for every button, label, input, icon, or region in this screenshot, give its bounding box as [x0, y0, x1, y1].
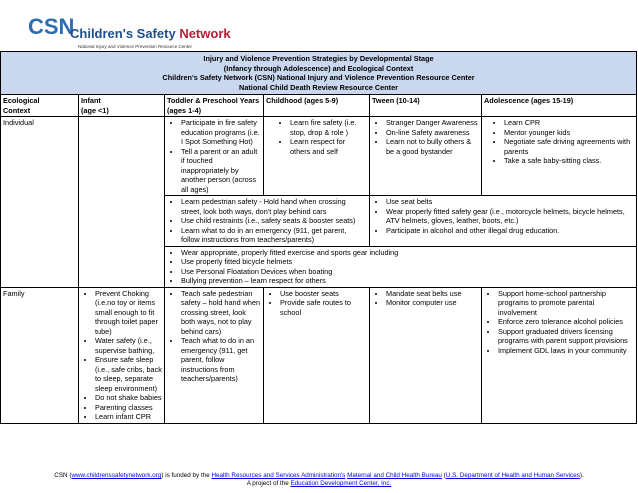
- csn-mark-text: CSN: [28, 14, 75, 39]
- individual-span-tween-adolescence: [370, 196, 637, 247]
- list-item: • Do not shake babies: [95, 393, 162, 403]
- csn-logo: [28, 6, 288, 52]
- individual-span-toddler-childhood: [165, 196, 370, 247]
- list-item: • Teach what to do in an emergency (911, get parent, follow instructions from teachers/parents): [181, 336, 261, 384]
- list-item: • Use child restraints (i.e., safety seats & booster seats): [181, 216, 367, 226]
- list-item: • Mandate seat belts use: [386, 289, 479, 299]
- list-item: • Provide safe routes to school: [280, 298, 367, 317]
- list-item: • Bullying prevention – learn respect for others: [181, 276, 634, 286]
- list-item: • Monitor computer use: [386, 298, 479, 308]
- logo-subtitle: National Injury and Violence Prevention Resource Center: [78, 44, 192, 49]
- col-infant: Infant (age <1): [79, 95, 165, 117]
- list-item: • Ensure safe sleep (i.e., safe cribs, back to sleep, separate sleep environment): [95, 355, 162, 393]
- list-item: • Learn what to do in an emergency (911, get parent, follow instructions from teachers/parents): [181, 226, 367, 245]
- footer-line-2: A project of the Education Development Center, Inc.: [246, 480, 392, 487]
- list-item: • Learn fire safety (i.e. stop, drop & role ): [290, 118, 367, 137]
- col-adolescence: Adolescence (ages 15-19): [482, 95, 637, 117]
- col-toddler: Toddler & Preschool Years (ages 1-4): [165, 95, 264, 117]
- hhs-link[interactable]: U.S. Department of Health and Human Services: [445, 472, 580, 479]
- list-item: • Learn respect for others and self: [290, 137, 367, 156]
- family-adolescence-cell: [482, 287, 637, 423]
- table-row: [1, 287, 637, 423]
- individual-span-all: [165, 246, 637, 287]
- list-item: • Take a safe baby-sitting class.: [504, 156, 634, 166]
- list-item: • Implement GDL laws in your community: [498, 346, 634, 356]
- list-item: • Learn infant CPR: [95, 412, 162, 422]
- strategies-table: [0, 51, 637, 424]
- list-item: • Learn not to bully others & be a good bystander: [386, 137, 479, 156]
- list-item: • Wear appropriate, properly fitted exercise and sports gear including: [181, 248, 634, 258]
- list-item: • Use properly fitted bicycle helmets: [181, 257, 634, 267]
- list-item: • Use seat belts: [386, 197, 634, 207]
- title-line-2: (Infancy through Adolescence) and Ecological Context: [223, 63, 414, 73]
- col-ecological: Ecological Context: [1, 95, 79, 117]
- hrsa-link[interactable]: Health Resources and Services Administration's: [211, 472, 346, 479]
- list-item: • Teach safe pedestrian safety – hold hand when crossing street, look both ways, not to play behind cars): [181, 289, 261, 337]
- list-item: • Support graduated drivers licensing programs with parent support provisions: [498, 327, 634, 346]
- individual-adolescence-cell: [482, 117, 637, 196]
- logo-title-part1: Children's Safety: [70, 26, 176, 41]
- list-item: • Wear properly fitted safety gear (i.e., motorcycle helmets, bicycle helmets, ATV helmets, gloves, leather, boots, etc.): [386, 207, 634, 226]
- table-row: [1, 117, 637, 196]
- individual-infant-cell: [79, 117, 165, 288]
- logo-title-part2: Network: [179, 26, 231, 41]
- logo-title: [70, 26, 231, 41]
- list-item: • Use booster seats: [280, 289, 367, 299]
- individual-toddler-cell: [165, 117, 264, 196]
- family-toddler-cell: [165, 287, 264, 423]
- individual-childhood-cell: [264, 117, 370, 196]
- edc-link[interactable]: Education Development Center, Inc.: [290, 480, 392, 487]
- list-item: • Tell a parent or an adult if touched inappropriately by another person (across all ages): [181, 147, 261, 195]
- individual-tween-cell: [370, 117, 482, 196]
- column-header-row: [1, 95, 637, 117]
- list-item: • Participate in alcohol and other illegal drug education.: [386, 226, 634, 236]
- mchb-link[interactable]: Maternal and Child Health Bureau: [347, 472, 442, 479]
- list-item: • Learn CPR: [504, 118, 634, 128]
- list-item: • Participate in fire safety education programs (i.e. I Spot Something Hot): [181, 118, 261, 147]
- list-item: • Parenting classes: [95, 403, 162, 413]
- table-title: [1, 52, 637, 95]
- list-item: • Support home-school partnership programs to promote parental involvement: [498, 289, 634, 318]
- title-line-3: Children's Safety Network (CSN) National Injury and Violence Prevention Resource Center: [162, 73, 475, 83]
- list-item: • Prevent Choking (i.e.no toy or items small enough to fit through toilet paper tube): [95, 289, 162, 337]
- col-tween: Tween (10-14): [370, 95, 482, 117]
- list-item: • Stranger Danger Awareness: [386, 118, 479, 128]
- title-line-4: National Child Death Review Resource Center: [239, 82, 398, 92]
- list-item: • Use Personal Floatation Devices when boating: [181, 267, 634, 277]
- footer-line-1: CSN (www.childrenssafetynetwork.org) is funded by the Health Resources and Services Administration's Maternal and Child Health Bureau (U.S. Department of Health and Human Services).: [54, 472, 584, 479]
- list-item: • On-line Safety awareness: [386, 128, 479, 138]
- row-label-family: Family: [1, 287, 79, 423]
- family-tween-cell: [370, 287, 482, 423]
- csn-logo-mark: [28, 10, 75, 40]
- list-item: • Learn pedestrian safety - Hold hand when crossing street, look both ways, don't play behind cars: [181, 197, 367, 216]
- list-item: • Mentor younger kids: [504, 128, 634, 138]
- list-item: • Enforce zero tolerance alcohol policies: [498, 317, 634, 327]
- col-childhood: Childhood (ages 5-9): [264, 95, 370, 117]
- family-infant-cell: [79, 287, 165, 423]
- list-item: • Negotiate safe driving agreements with parents: [504, 137, 634, 156]
- family-childhood-cell: [264, 287, 370, 423]
- row-label-individual: Individual: [1, 117, 79, 288]
- title-line-1: Injury and Violence Prevention Strategies by Developmental Stage: [203, 54, 434, 63]
- list-item: • Water safety (i.e., supervise bathing,: [95, 336, 162, 355]
- csn-website-link[interactable]: www.childrenssafetynetwork.org: [71, 472, 162, 479]
